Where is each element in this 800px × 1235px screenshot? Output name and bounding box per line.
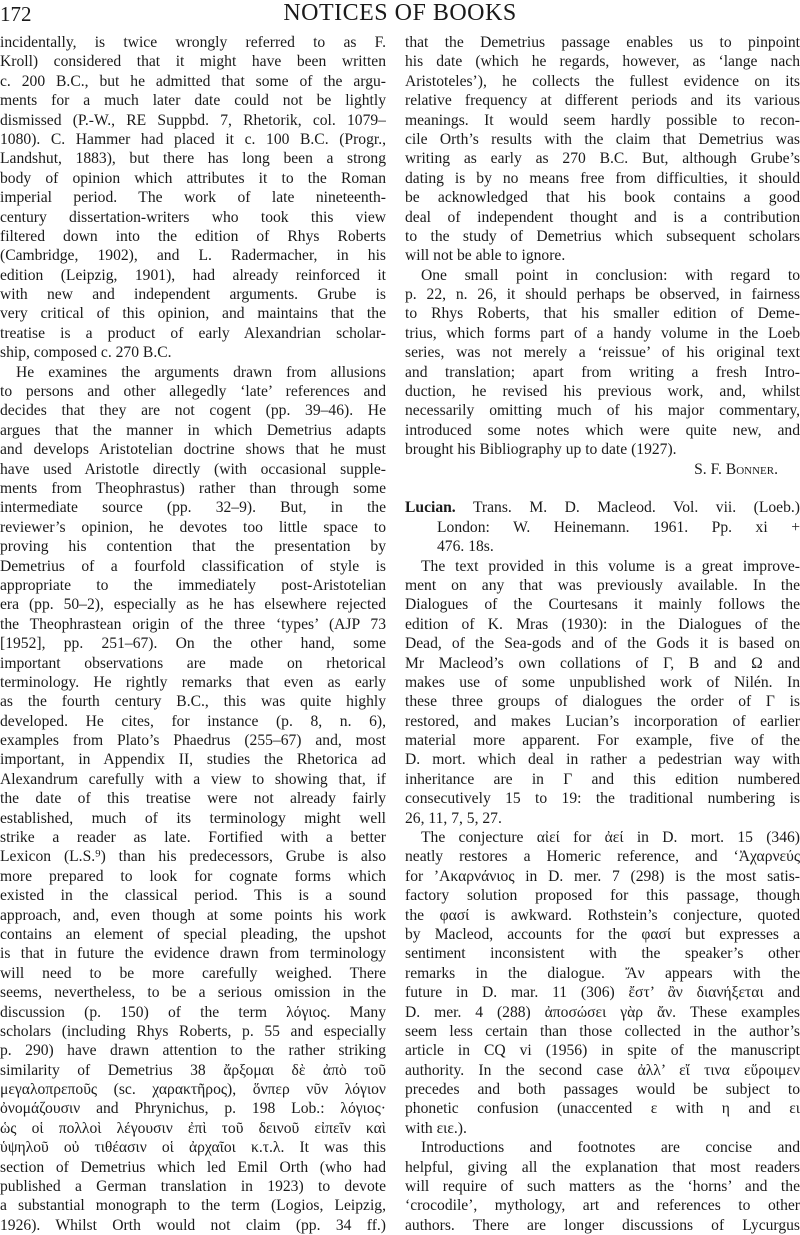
- text-line: the date of this treatise were not already fairly: [0, 790, 386, 808]
- text-line: these three groups of dialogues the order of Γ is: [405, 693, 800, 711]
- text-line: section of Demetrius which led Emil Orth (who had: [0, 1158, 386, 1176]
- text-line: material more apparent. For example, five of the: [405, 732, 800, 750]
- text-line: filtered down into the edition of Rhys Roberts: [0, 227, 386, 245]
- text-line: body of opinion which attributes it to the Roman: [0, 169, 386, 187]
- text-line: and translation; apart from writing a fresh Intro-: [405, 363, 800, 381]
- text-line: 1926). Whilst Orth would not claim (pp. 34 ff.): [0, 1216, 386, 1234]
- text-line: precedes and both passages would be subject to: [405, 1081, 800, 1099]
- text-line: Demetrius of a fourfold classification of style is: [0, 557, 386, 575]
- text-line: sentiment inconsistent with the speaker’s other: [405, 945, 800, 963]
- text-line: [405, 498, 800, 517]
- text-line: with ειε.).: [405, 1119, 467, 1137]
- paragraph: [0, 363, 386, 1235]
- text-line: D. mort. which deal in rather a pedestrian way with: [405, 751, 800, 769]
- text-line: series, was not merely a ‘reissue’ of his original text: [405, 344, 800, 362]
- blank-line: [405, 479, 800, 498]
- text-line: incidentally, is twice wrongly referred to as F.: [0, 34, 386, 51]
- text-line: by Macleod, accounts for the φασί but expresses a: [405, 925, 800, 943]
- book-details: Trans. M. D. Macleod. Vol. vii. (Loeb.): [472, 499, 800, 517]
- page-number: 172: [0, 2, 32, 26]
- text-line: inheritance are in Γ and this edition numbered: [405, 770, 800, 788]
- text-line: article in CQ vi (1956) in spite of the manuscript: [405, 1042, 800, 1060]
- text-line: One small point in conclusion: with regard to: [421, 266, 800, 284]
- text-line: be acknowledged that his book contains a good: [405, 189, 800, 207]
- text-line: published a German translation in 1923) to devote: [0, 1178, 386, 1196]
- text-line: to the study of Demetrius which subsequent scholars: [405, 227, 800, 245]
- text-line: examples from Plato’s Phaedrus (255–67) and, most: [0, 732, 386, 750]
- text-line: edition (Leipzig, 1901), had already reinforced it: [0, 266, 386, 284]
- page-header: [0, 0, 800, 30]
- running-title: NOTICES OF BOOKS: [283, 0, 517, 26]
- paragraph: [0, 33, 386, 363]
- text-line: 1080). C. Hammer had placed it c. 100 B.C. (Progr.,: [0, 130, 386, 148]
- text-line: He examines the arguments drawn from allusions: [16, 363, 386, 381]
- text-line: ment on any that was previously available. In the: [405, 576, 800, 594]
- paragraph: [405, 266, 800, 460]
- text-line: μεγαλοπρεποῦς (sc. χαρακτῆρος), ὅνπερ νῦν λόγιον: [0, 1081, 386, 1099]
- text-line: Kroll) considered that it might have been written: [0, 53, 386, 71]
- text-line: ὡς οἱ πολλοὶ λέγουσιν ἐπὶ τοῦ δεινοῦ εἰπεῖν καὶ: [0, 1119, 386, 1137]
- text-line: authority. In the second case ἀλλ’ εἴ τινα εὕροιμεν: [405, 1061, 800, 1079]
- text-line: The conjecture αἰεί for ἀεί in D. mort. 15 (346): [421, 829, 800, 847]
- text-line: The text provided in this volume is a great improve-: [421, 557, 800, 575]
- paragraph: [405, 33, 800, 266]
- text-line: for ’Ακαρνάνιος in D. mer. 7 (298) is the most satis-: [405, 867, 800, 885]
- reviewer-signature: [405, 460, 800, 479]
- text-line: [1952], pp. 251–67). On the other hand, some: [0, 635, 386, 653]
- text-line: necessarily omitting much of his major commentary,: [405, 402, 800, 420]
- text-line: established, much of its terminology might well: [0, 809, 386, 827]
- text-line: similarity of Demetrius 38 ἄρξομαι δὲ ἀπὸ τοῦ: [0, 1061, 386, 1079]
- text-line: ship, composed c. 270 B.C.: [0, 344, 172, 362]
- text-line: p. 22, n. 26, it should perhaps be observed, in fairness: [405, 286, 800, 304]
- text-line: his date (which he regards, however, as ‘lange nach: [405, 53, 800, 71]
- text-line: authors. There are longer discussions of Lycurgus: [405, 1216, 800, 1234]
- text-line: deal of independent thought and is a contribution: [405, 208, 800, 226]
- text-line: helpful, giving all the explanation that most readers: [405, 1158, 800, 1176]
- text-line: p. 290) have drawn attention to the rather striking: [0, 1042, 386, 1060]
- text-line: with new and independent arguments. Grube is: [0, 286, 386, 304]
- text-line: the φασί is awkward. Rothstein’s conjecture, quoted: [405, 906, 800, 924]
- text-line: ments for a much later date could not be lightly: [0, 92, 386, 110]
- text-line: Dead, of the Sea-gods and of the Gods it is based on: [405, 635, 800, 653]
- text-line: dating is by no means free from difficulties, it should: [405, 169, 800, 187]
- text-line: to persons and other allegedly ‘late’ references and: [0, 383, 386, 401]
- spacer: [405, 479, 800, 498]
- left-column: [0, 33, 386, 1235]
- text-line: the Theophrastean origin of the three ‘types’ (AJP 73: [0, 615, 386, 633]
- text-line: reviewer’s opinion, he devotes too little space to: [0, 518, 386, 536]
- text-line: restored, and makes Lucian’s incorporation of earlier: [405, 712, 800, 730]
- text-line: seem less certain than those collected in the author’s: [405, 1022, 800, 1040]
- text-line: seems, nevertheless, to be a serious omission in the: [0, 984, 386, 1002]
- text-line: strike a reader as late. Fortified with a better: [0, 829, 386, 847]
- text-line: trius, which forms part of a handy volume in the Loeb: [405, 324, 800, 342]
- text-line: ‘crocodile’, mythology, art and references to other: [405, 1197, 800, 1215]
- text-line: D. mer. 4 (288) ἀποσώσει γὰρ ἄν. These examples: [405, 1003, 800, 1021]
- text-line: important, in Appendix II, studies the Rhetorica ad: [0, 751, 386, 769]
- book-title: Lucian.: [405, 499, 456, 517]
- text-line: meanings. It would seem hardly possible to recon-: [405, 111, 800, 129]
- text-line: Lexicon (L.S.⁹) than his predecessors, Grube is also: [0, 848, 386, 866]
- text-line: ὀνομάζουσιν and Phrynichus, p. 198 Lob.: λόγιος·: [0, 1100, 386, 1118]
- text-line: a substantial monograph to the term (Logios, Leipzig,: [0, 1197, 386, 1215]
- paragraph: [405, 1138, 800, 1235]
- text-line: developed. He cites, for instance (p. 8, n. 6),: [0, 712, 386, 730]
- text-line: Aristoteles’), he collects the fullest evidence on its: [405, 72, 800, 90]
- text-line: ὑψηλοῦ οὐ τιθέασιν οἱ ἀρχαῖοι κ.τ.λ. It was this: [0, 1139, 386, 1157]
- text-line: discussion (p. 150) of the term λόγιος. Many: [0, 1003, 386, 1021]
- text-line: as the fourth century B.C., this was quite highly: [0, 693, 386, 711]
- book-heading: [405, 498, 800, 556]
- text-line: writing as early as 270 B.C. But, although Grube’s: [405, 150, 800, 168]
- text-line: London: W. Heinemann. 1961. Pp. xi +: [437, 518, 800, 536]
- text-line: future in D. mar. 11 (306) ἔστ’ ἂν διανήξεται and: [405, 984, 800, 1002]
- paragraph: [405, 828, 800, 1138]
- text-line: remarks in the dialogue. Ἄν appears with the: [405, 964, 800, 982]
- text-line: appropriate to the immediately post-Aristotelian: [0, 576, 386, 594]
- text-line: Landshut, 1883), but there has long been a strong: [0, 150, 386, 168]
- signature-text: S. F. Bonner.: [694, 460, 778, 478]
- text-line: intermediate source (pp. 32–9). But, in the: [0, 499, 386, 517]
- text-line: decides that they are not cogent (pp. 39–46). He: [0, 402, 386, 420]
- text-line: will require of such matters as the ‘horns’ and the: [405, 1178, 800, 1196]
- text-line: ments from Theophrastus) rather than through some: [0, 479, 386, 497]
- text-line: edition of K. Mras (1930): in the Dialogues of the: [405, 615, 800, 633]
- text-line: Alexandrum carefully with a view to showing that, if: [0, 770, 386, 788]
- text-line: approach, and, even though at some points his work: [0, 906, 386, 924]
- text-line: 26, 11, 7, 5, 27.: [405, 809, 502, 827]
- text-line: century dissertation-writers who took this view: [0, 208, 386, 226]
- text-line: phonetic confusion (unaccented ε with η and ει: [405, 1100, 800, 1118]
- text-line: to Rhys Roberts, that his smaller edition of Deme-: [405, 305, 800, 323]
- text-line: argues that the manner in which Demetrius adapts: [0, 421, 386, 439]
- text-line: dismissed (P.-W., RE Suppbd. 7, Rhetorik, col. 1079–: [0, 111, 386, 129]
- right-column: [405, 33, 800, 1235]
- text-line: introduced some notes which were quite new, and: [405, 421, 800, 439]
- text-line: era (pp. 50–2), especially as he has elsewhere rejected: [0, 596, 386, 614]
- paragraph: [405, 557, 800, 828]
- text-line: Dialogues of the Courtesans it mainly follows the: [405, 596, 800, 614]
- text-line: that the Demetrius passage enables us to pinpoint: [405, 34, 800, 51]
- text-line: will not be able to ignore.: [405, 247, 566, 265]
- text-line: very critical of this opinion, and maintains that the: [0, 305, 386, 323]
- text-line: more prepared to look for cognate forms which: [0, 867, 386, 885]
- text-line: brought his Bibliography up to date (1927).: [405, 441, 677, 459]
- text-line: treatise is a product of early Alexandrian scholar-: [0, 324, 386, 342]
- text-line: consecutively 15 to 19: the traditional numbering is: [405, 790, 800, 808]
- text-line: makes use of some unpublished work of Nilén. In: [405, 673, 800, 691]
- text-line: have used Aristotle directly (with occasional supple-: [0, 460, 386, 478]
- text-line: c. 200 B.C., but he admitted that some of the argu-: [0, 72, 386, 90]
- text-line: scholars (including Rhys Roberts, p. 55 and especially: [0, 1022, 386, 1040]
- text-line: 476. 18s.: [437, 538, 494, 556]
- text-line: (Cambridge, 1902), and L. Radermacher, in his: [0, 247, 386, 265]
- text-line: proving his contention that the presentation by: [0, 538, 386, 556]
- text-line: Mr Macleod’s own collations of Γ, B and Ω and: [405, 654, 800, 672]
- text-line: cile Orth’s results with the claim that Demetrius was: [405, 130, 800, 148]
- text-line: existed in the classical period. This is a sound: [0, 887, 386, 905]
- text-line: is that in future the evidence drawn from terminology: [0, 945, 386, 963]
- text-line: imperial period. The work of late nineteenth-: [0, 189, 386, 207]
- text-line: Introductions and footnotes are concise and: [421, 1139, 800, 1157]
- text-line: terminology. He rightly remarks that even as early: [0, 673, 386, 691]
- text-line: contains an element of special pleading, the upshot: [0, 925, 386, 943]
- text-line: important observations are made on rhetorical: [0, 654, 386, 672]
- text-line: relative frequency at different periods and its various: [405, 92, 800, 110]
- text-line: neatly restores a Homeric reference, and ‘Ἀχαρνεύς: [405, 848, 800, 866]
- text-line: will need to be more carefully weighed. There: [0, 964, 386, 982]
- text-line: duction, he revised his previous work, and, whilst: [405, 383, 800, 401]
- text-line: factory solution proposed for this passage, though: [405, 887, 800, 905]
- text-line: and develops Aristotelian doctrine shows that he must: [0, 441, 386, 459]
